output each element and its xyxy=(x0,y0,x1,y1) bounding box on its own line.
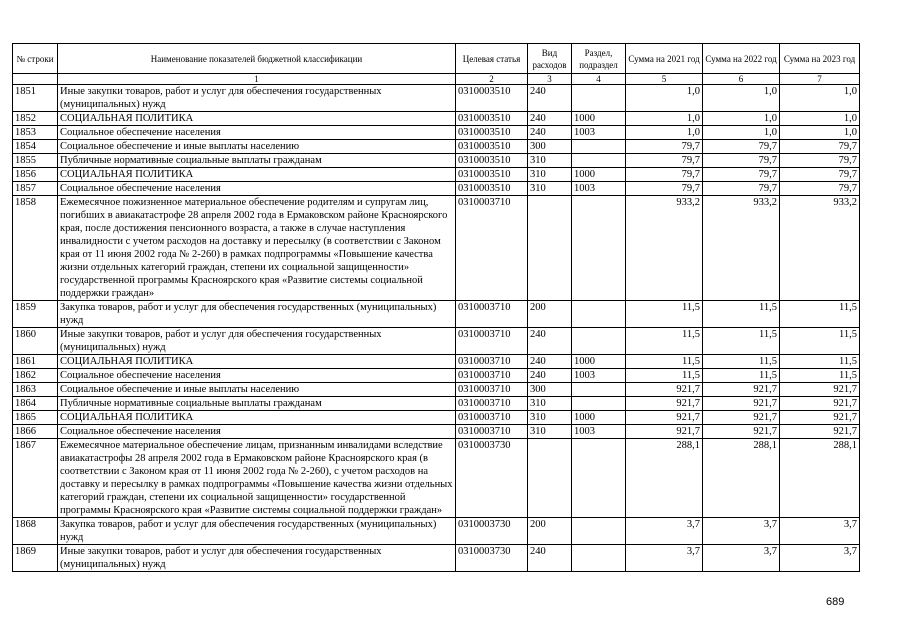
table-row xyxy=(13,182,860,196)
sum-2023: 1,0 xyxy=(780,112,860,126)
header-sum-2022: Сумма на 2022 год xyxy=(703,44,780,74)
expense-kind: 240 xyxy=(528,545,572,572)
sum-2022: 933,2 xyxy=(703,196,780,301)
expense-kind: 300 xyxy=(528,383,572,397)
sum-2022: 921,7 xyxy=(703,397,780,411)
indicator-name: Социальное обеспечение и иные выплаты населению xyxy=(58,140,456,154)
sum-2021: 11,5 xyxy=(626,301,703,328)
sum-2023: 11,5 xyxy=(780,369,860,383)
section-code xyxy=(572,301,626,328)
sum-2022: 1,0 xyxy=(703,112,780,126)
target-article: 0310003510 xyxy=(456,126,528,140)
row-number: 1855 xyxy=(13,154,58,168)
column-number xyxy=(13,74,58,85)
sum-2023: 288,1 xyxy=(780,439,860,518)
table-row xyxy=(13,85,860,112)
sum-2021: 921,7 xyxy=(626,411,703,425)
table-row xyxy=(13,140,860,154)
column-number: 2 xyxy=(456,74,528,85)
row-number: 1852 xyxy=(13,112,58,126)
sum-2023: 921,7 xyxy=(780,383,860,397)
sum-2023: 921,7 xyxy=(780,411,860,425)
sum-2021: 79,7 xyxy=(626,154,703,168)
target-article: 0310003730 xyxy=(456,439,528,518)
expense-kind: 200 xyxy=(528,518,572,545)
column-number: 3 xyxy=(528,74,572,85)
table-row xyxy=(13,397,860,411)
table-row xyxy=(13,126,860,140)
column-number-row xyxy=(13,74,860,85)
sum-2022: 921,7 xyxy=(703,383,780,397)
section-code xyxy=(572,85,626,112)
expense-kind: 240 xyxy=(528,126,572,140)
expense-kind: 240 xyxy=(528,355,572,369)
sum-2022: 921,7 xyxy=(703,411,780,425)
table-row xyxy=(13,196,860,301)
expense-kind: 240 xyxy=(528,369,572,383)
expense-kind: 310 xyxy=(528,425,572,439)
target-article: 0310003510 xyxy=(456,112,528,126)
sum-2021: 79,7 xyxy=(626,182,703,196)
sum-2021: 1,0 xyxy=(626,126,703,140)
column-number: 4 xyxy=(572,74,626,85)
sum-2022: 1,0 xyxy=(703,126,780,140)
table-row xyxy=(13,328,860,355)
section-code: 1003 xyxy=(572,425,626,439)
target-article: 0310003510 xyxy=(456,182,528,196)
sum-2021: 3,7 xyxy=(626,545,703,572)
header-expense-kind: Вид расходов xyxy=(528,44,572,74)
section-code: 1000 xyxy=(572,168,626,182)
table-row xyxy=(13,425,860,439)
section-code: 1000 xyxy=(572,411,626,425)
sum-2022: 11,5 xyxy=(703,328,780,355)
row-number: 1865 xyxy=(13,411,58,425)
row-number: 1857 xyxy=(13,182,58,196)
sum-2023: 11,5 xyxy=(780,301,860,328)
expense-kind: 310 xyxy=(528,411,572,425)
sum-2021: 921,7 xyxy=(626,425,703,439)
sum-2021: 11,5 xyxy=(626,328,703,355)
row-number: 1859 xyxy=(13,301,58,328)
sum-2023: 933,2 xyxy=(780,196,860,301)
section-code: 1003 xyxy=(572,369,626,383)
sum-2021: 1,0 xyxy=(626,85,703,112)
table-row xyxy=(13,355,860,369)
section-code: 1003 xyxy=(572,182,626,196)
target-article: 0310003710 xyxy=(456,369,528,383)
indicator-name: Ежемесячное пожизненное материальное обеспечение родителям и супругам лиц, погибших в авиакатастрофе 28 апреля 2002 года в Ермаковском районе Красноярского края, после достижения пенсионного возраста, а также в случае наступления инвалидности с учетом расходов на доставку и пересылку (в соответствии с Законом края от 11 июня 2002 года № 2-260) в рамках подпрограммы «Повышение качества жизни отдельных категорий граждан, степени их социальной защищенности» государственной программы Красноярского края «Развитие системы социальной поддержки граждан» xyxy=(58,196,456,301)
sum-2021: 933,2 xyxy=(626,196,703,301)
sum-2022: 79,7 xyxy=(703,168,780,182)
sum-2022: 3,7 xyxy=(703,545,780,572)
sum-2021: 79,7 xyxy=(626,168,703,182)
row-number: 1851 xyxy=(13,85,58,112)
target-article: 0310003730 xyxy=(456,518,528,545)
sum-2022: 11,5 xyxy=(703,355,780,369)
column-number: 5 xyxy=(626,74,703,85)
row-number: 1864 xyxy=(13,397,58,411)
target-article: 0310003510 xyxy=(456,140,528,154)
indicator-name: Социальное обеспечение и иные выплаты населению xyxy=(58,383,456,397)
indicator-name: Иные закупки товаров, работ и услуг для обеспечения государственных (муниципальных) нужд xyxy=(58,328,456,355)
sum-2023: 79,7 xyxy=(780,168,860,182)
section-code xyxy=(572,196,626,301)
target-article: 0310003510 xyxy=(456,168,528,182)
expense-kind: 240 xyxy=(528,328,572,355)
sum-2021: 288,1 xyxy=(626,439,703,518)
table-row xyxy=(13,439,860,518)
indicator-name: Социальное обеспечение населения xyxy=(58,369,456,383)
indicator-name: Иные закупки товаров, работ и услуг для обеспечения государственных (муниципальных) нужд xyxy=(58,85,456,112)
table-row xyxy=(13,411,860,425)
target-article: 0310003710 xyxy=(456,397,528,411)
target-article: 0310003710 xyxy=(456,328,528,355)
sum-2022: 11,5 xyxy=(703,369,780,383)
sum-2023: 79,7 xyxy=(780,140,860,154)
sum-2022: 79,7 xyxy=(703,154,780,168)
table-row xyxy=(13,369,860,383)
expense-kind: 310 xyxy=(528,182,572,196)
row-number: 1860 xyxy=(13,328,58,355)
section-code xyxy=(572,545,626,572)
column-number: 6 xyxy=(703,74,780,85)
sum-2021: 921,7 xyxy=(626,383,703,397)
sum-2022: 921,7 xyxy=(703,425,780,439)
sum-2023: 11,5 xyxy=(780,355,860,369)
column-number: 7 xyxy=(780,74,860,85)
sum-2023: 79,7 xyxy=(780,182,860,196)
row-number: 1862 xyxy=(13,369,58,383)
section-code: 1003 xyxy=(572,126,626,140)
indicator-name: Ежемесячное материальное обеспечение лицам, признанным инвалидами вследствие авиакатастрофы 28 апреля 2002 года в Ермаковском районе Красноярского края (в соответствии с Законом края от 11 июня 2002 года № 2-260), с учетом расходов на доставку и пересылку в рамках подпрограммы «Повышение качества жизни отдельных категорий граждан, степени их социальной защищенности» государственной программы Красноярского края «Развитие системы социальной поддержки граждан» xyxy=(58,439,456,518)
indicator-name: СОЦИАЛЬНАЯ ПОЛИТИКА xyxy=(58,168,456,182)
expense-kind: 200 xyxy=(528,301,572,328)
header-indicator-name: Наименование показателей бюджетной классификации xyxy=(58,44,456,74)
table-row xyxy=(13,301,860,328)
header-section: Раздел, подраздел xyxy=(572,44,626,74)
sum-2022: 79,7 xyxy=(703,182,780,196)
target-article: 0310003730 xyxy=(456,545,528,572)
indicator-name: Социальное обеспечение населения xyxy=(58,182,456,196)
table-row xyxy=(13,112,860,126)
row-number: 1861 xyxy=(13,355,58,369)
section-code xyxy=(572,140,626,154)
expense-kind: 240 xyxy=(528,85,572,112)
sum-2022: 3,7 xyxy=(703,518,780,545)
sum-2022: 288,1 xyxy=(703,439,780,518)
indicator-name: Социальное обеспечение населения xyxy=(58,126,456,140)
indicator-name: СОЦИАЛЬНАЯ ПОЛИТИКА xyxy=(58,355,456,369)
header-row xyxy=(13,44,860,74)
row-number: 1866 xyxy=(13,425,58,439)
header-sum-2021: Сумма на 2021 год xyxy=(626,44,703,74)
row-number: 1869 xyxy=(13,545,58,572)
section-code xyxy=(572,439,626,518)
row-number: 1856 xyxy=(13,168,58,182)
sum-2022: 11,5 xyxy=(703,301,780,328)
sum-2023: 1,0 xyxy=(780,85,860,112)
row-number: 1867 xyxy=(13,439,58,518)
expense-kind: 240 xyxy=(528,112,572,126)
target-article: 0310003510 xyxy=(456,85,528,112)
expense-kind: 300 xyxy=(528,140,572,154)
indicator-name: СОЦИАЛЬНАЯ ПОЛИТИКА xyxy=(58,112,456,126)
section-code xyxy=(572,328,626,355)
header-sum-2023: Сумма на 2023 год xyxy=(780,44,860,74)
section-code xyxy=(572,383,626,397)
sum-2021: 11,5 xyxy=(626,355,703,369)
sum-2021: 79,7 xyxy=(626,140,703,154)
section-code xyxy=(572,397,626,411)
table-row xyxy=(13,383,860,397)
expense-kind: 310 xyxy=(528,154,572,168)
target-article: 0310003710 xyxy=(456,355,528,369)
indicator-name: Публичные нормативные социальные выплаты гражданам xyxy=(58,154,456,168)
sum-2021: 1,0 xyxy=(626,112,703,126)
column-number: 1 xyxy=(58,74,456,85)
indicator-name: Публичные нормативные социальные выплаты гражданам xyxy=(58,397,456,411)
expense-kind xyxy=(528,439,572,518)
indicator-name: СОЦИАЛЬНАЯ ПОЛИТИКА xyxy=(58,411,456,425)
header-row-number: № строки xyxy=(13,44,58,74)
expense-kind xyxy=(528,196,572,301)
sum-2023: 1,0 xyxy=(780,126,860,140)
sum-2023: 921,7 xyxy=(780,397,860,411)
target-article: 0310003710 xyxy=(456,383,528,397)
target-article: 0310003710 xyxy=(456,196,528,301)
sum-2021: 11,5 xyxy=(626,369,703,383)
table-body xyxy=(13,85,860,572)
row-number: 1854 xyxy=(13,140,58,154)
sum-2023: 11,5 xyxy=(780,328,860,355)
target-article: 0310003710 xyxy=(456,301,528,328)
row-number: 1858 xyxy=(13,196,58,301)
sum-2021: 3,7 xyxy=(626,518,703,545)
section-code xyxy=(572,154,626,168)
sum-2023: 3,7 xyxy=(780,545,860,572)
target-article: 0310003710 xyxy=(456,425,528,439)
sum-2021: 921,7 xyxy=(626,397,703,411)
budget-table xyxy=(12,43,860,572)
expense-kind: 310 xyxy=(528,397,572,411)
table-row xyxy=(13,154,860,168)
row-number: 1853 xyxy=(13,126,58,140)
expense-kind: 310 xyxy=(528,168,572,182)
table-row xyxy=(13,545,860,572)
sum-2022: 1,0 xyxy=(703,85,780,112)
table-row xyxy=(13,518,860,545)
sum-2023: 3,7 xyxy=(780,518,860,545)
page-number: 689 xyxy=(826,596,845,608)
indicator-name: Социальное обеспечение населения xyxy=(58,425,456,439)
target-article: 0310003510 xyxy=(456,154,528,168)
indicator-name: Закупка товаров, работ и услуг для обеспечения государственных (муниципальных) нужд xyxy=(58,301,456,328)
row-number: 1868 xyxy=(13,518,58,545)
indicator-name: Закупка товаров, работ и услуг для обеспечения государственных (муниципальных) нужд xyxy=(58,518,456,545)
sum-2022: 79,7 xyxy=(703,140,780,154)
table-row xyxy=(13,168,860,182)
section-code: 1000 xyxy=(572,112,626,126)
indicator-name: Иные закупки товаров, работ и услуг для обеспечения государственных (муниципальных) нужд xyxy=(58,545,456,572)
section-code xyxy=(572,518,626,545)
row-number: 1863 xyxy=(13,383,58,397)
header-target-article: Целевая статья xyxy=(456,44,528,74)
sum-2023: 921,7 xyxy=(780,425,860,439)
target-article: 0310003710 xyxy=(456,411,528,425)
sum-2023: 79,7 xyxy=(780,154,860,168)
section-code: 1000 xyxy=(572,355,626,369)
